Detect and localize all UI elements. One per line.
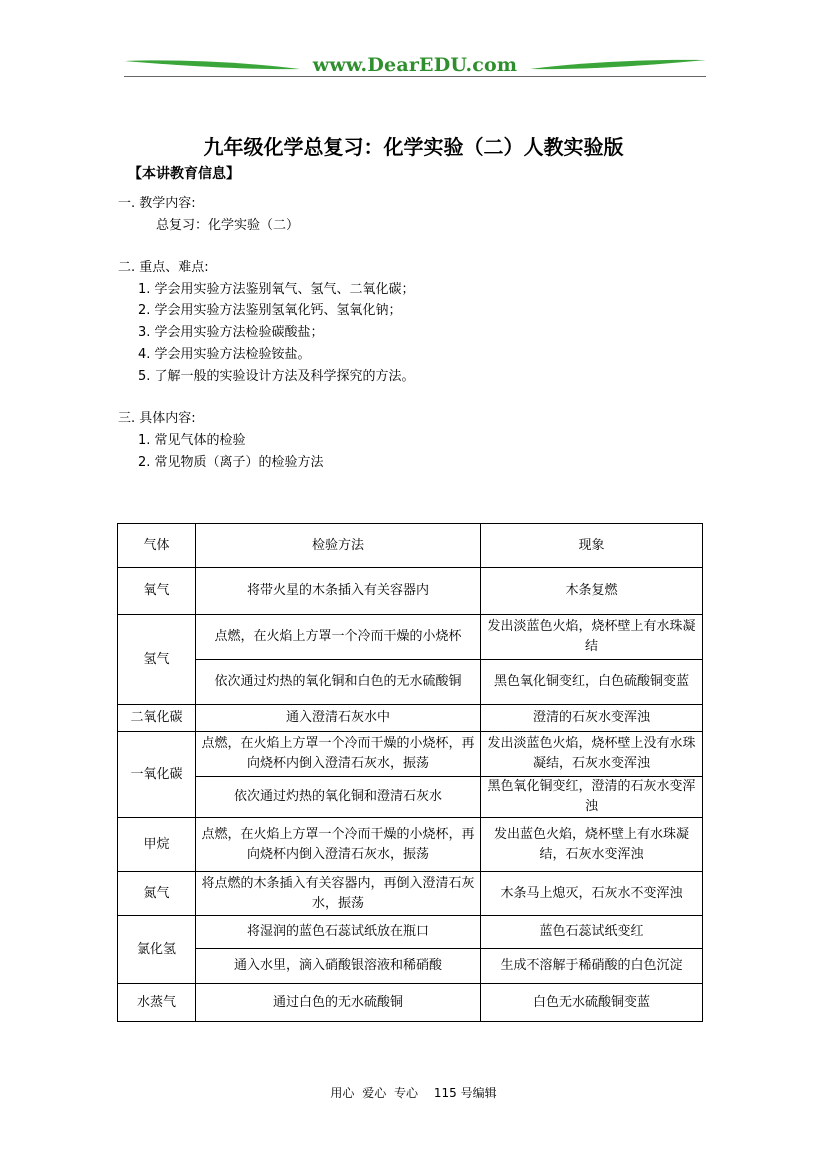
- gas-cell: 一氧化碳: [118, 732, 196, 818]
- result-cell: 黑色氧化铜变红，白色硫酸铜变蓝: [481, 660, 703, 705]
- method-cell: 将点燃的木条插入有关容器内，再倒入澄清石灰水，振荡: [196, 872, 481, 916]
- result-cell: 发出蓝色火焰，烧杯壁上有水珠凝结，石灰水变浑浊: [481, 818, 703, 872]
- gas-cell: 氢气: [118, 615, 196, 705]
- section-heading: 【本讲教育信息】: [128, 166, 240, 182]
- table-row: [118, 705, 703, 732]
- part1-heading: 一. 教学内容:: [118, 196, 196, 211]
- method-cell: 依次通过灼热的氧化铜和澄清石灰水: [196, 777, 481, 818]
- result-cell: 白色无水硫酸铜变蓝: [481, 984, 703, 1022]
- table-header-row: [118, 524, 703, 568]
- gas-cell: 水蒸气: [118, 984, 196, 1022]
- table-row: [118, 568, 703, 615]
- footer-editor: 115 号编辑: [433, 1086, 497, 1100]
- result-cell: 发出淡蓝色火焰，烧杯壁上没有水珠凝结，石灰水变浑浊: [481, 732, 703, 777]
- result-cell: 黑色氧化铜变红，澄清的石灰水变浑浊: [481, 777, 703, 818]
- gas-cell: 氮气: [118, 872, 196, 916]
- result-cell: 蓝色石蕊试纸变红: [481, 916, 703, 949]
- page-footer: [0, 1084, 827, 1101]
- list-item: 4. 学会用实验方法检验铵盐。: [138, 347, 311, 362]
- footer-text: 爱心: [362, 1086, 387, 1100]
- gas-test-table: [117, 523, 703, 1022]
- part1-content: 总复习：化学实验（二）: [156, 218, 300, 233]
- part2-heading: 二. 重点、难点:: [118, 260, 209, 275]
- column-header-method: 检验方法: [196, 524, 481, 568]
- list-item: 2. 学会用实验方法鉴别氢氧化钙、氢氧化钠；: [138, 303, 402, 318]
- column-header-result: 现象: [481, 524, 703, 568]
- column-header-gas: 气体: [118, 524, 196, 568]
- gas-cell: 二氧化碳: [118, 705, 196, 732]
- method-cell: 通过白色的无水硫酸铜: [196, 984, 481, 1022]
- footer-text: 用心: [330, 1086, 355, 1100]
- method-cell: 点燃，在火焰上方罩一个冷而干燥的小烧杯，再向烧杯内倒入澄清石灰水，振荡: [196, 818, 481, 872]
- table-row: [118, 777, 703, 818]
- table-row: [118, 732, 703, 777]
- result-cell: 木条马上熄灭，石灰水不变浑浊: [481, 872, 703, 916]
- result-cell: 木条复燃: [481, 568, 703, 615]
- header-rule: [124, 76, 706, 77]
- method-cell: 将带火星的木条插入有关容器内: [196, 568, 481, 615]
- page-title: 九年级化学总复习：化学实验（二）人教实验版: [203, 135, 624, 159]
- footer-text: 专心: [394, 1086, 419, 1100]
- table-row: [118, 949, 703, 984]
- method-cell: 点燃，在火焰上方罩一个冷而干燥的小烧杯: [196, 615, 481, 660]
- method-cell: 依次通过灼热的氧化铜和白色的无水硫酸铜: [196, 660, 481, 705]
- gas-cell: 氯化氢: [118, 916, 196, 984]
- method-cell: 点燃，在火焰上方罩一个冷而干燥的小烧杯，再向烧杯内倒入澄清石灰水，振荡: [196, 732, 481, 777]
- table-row: [118, 984, 703, 1022]
- list-item: 3. 学会用实验方法检验碳酸盐；: [138, 325, 324, 340]
- table-row: [118, 615, 703, 660]
- table-row: [118, 818, 703, 872]
- method-cell: 通入水里，滴入硝酸银溶液和稀硝酸: [196, 949, 481, 984]
- method-cell: 通入澄清石灰水中: [196, 705, 481, 732]
- result-cell: 发出淡蓝色火焰，烧杯壁上有水珠凝结: [481, 615, 703, 660]
- part3-heading: 三. 具体内容:: [118, 411, 196, 426]
- gas-cell: 氧气: [118, 568, 196, 615]
- table-row: [118, 872, 703, 916]
- list-item: 5. 了解一般的实验设计方法及科学探究的方法。: [138, 369, 415, 384]
- result-cell: 澄清的石灰水变浑浊: [481, 705, 703, 732]
- result-cell: 生成不溶解于稀硝酸的白色沉淀: [481, 949, 703, 984]
- list-item: 1. 常见气体的检验: [138, 433, 246, 448]
- table-row: [118, 660, 703, 705]
- gas-cell: 甲烷: [118, 818, 196, 872]
- method-cell: 将湿润的蓝色石蕊试纸放在瓶口: [196, 916, 481, 949]
- site-logo: www.DearEDU.com: [312, 54, 518, 76]
- table-row: [118, 916, 703, 949]
- page-header: [124, 52, 706, 82]
- list-item: 2. 常见物质（离子）的检验方法: [138, 455, 324, 470]
- list-item: 1. 学会用实验方法鉴别氧气、氢气、二氧化碳；: [138, 282, 415, 297]
